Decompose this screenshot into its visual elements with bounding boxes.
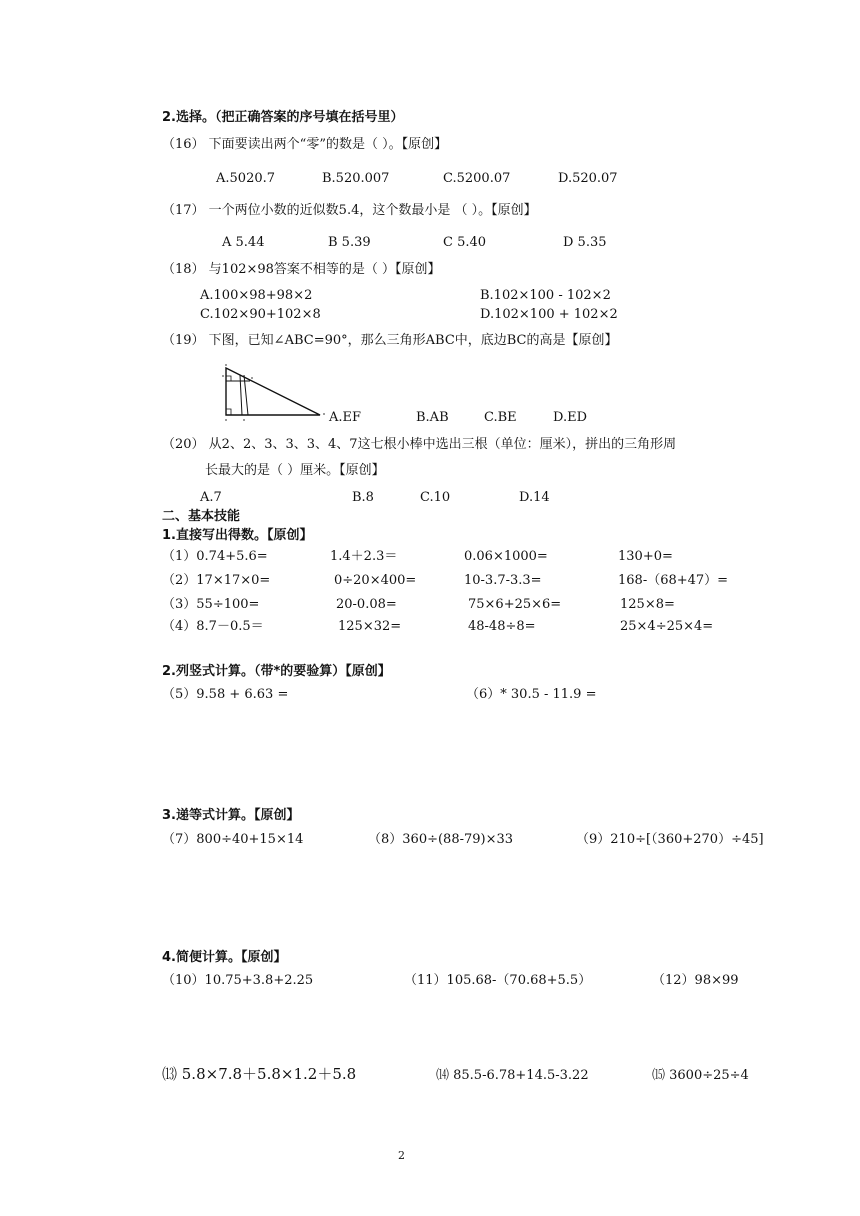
direct-cell-4-3: 48-48÷8=	[468, 619, 536, 634]
direct-cell-2-3: 10-3.7-3.3=	[464, 573, 542, 588]
q20-option-d: D.14	[519, 490, 550, 505]
stepwise-item-7: （7）800÷40+15×14	[162, 832, 304, 847]
simplify-item-13: ⒀ 5.8×7.8＋5.8×1.2＋5.8	[162, 1065, 357, 1083]
q19-option-a: A.EF	[329, 410, 362, 425]
direct-cell-3-4: 125×8=	[620, 597, 675, 612]
q16-stem: （16） 下面要读出两个“零”的数是（ ）。【原创】	[162, 137, 448, 152]
section2-heading: 二、基本技能	[162, 509, 241, 524]
q16-option-d: D.520.07	[558, 171, 618, 186]
simplify-heading: 4.简便计算。【原创】	[162, 950, 287, 965]
q17-option-b: B 5.39	[328, 235, 371, 250]
simplify-item-11: （11）105.68-（70.68+5.5）	[404, 973, 592, 988]
direct-cell-4-4: 25×4÷25×4=	[620, 619, 714, 634]
vertical-heading: 2.列竖式计算。（带*的要验算）【原创】	[162, 664, 391, 679]
direct-cell-3-1: （3）55÷100=	[162, 597, 260, 612]
q19-stem: （19） 下图，已知∠ABC=90°，那么三角形ABC中，底边BC的高是【原创】	[162, 333, 618, 348]
choice-heading: 2.选择。（把正确答案的序号填在括号里）	[162, 110, 404, 125]
simplify-item-10: （10）10.75+3.8+2.25	[162, 973, 314, 988]
direct-cell-4-1: （4）8.7－0.5＝	[162, 619, 264, 634]
q18-stem: （18） 与102×98答案不相等的是（ ）【原创】	[162, 262, 441, 277]
direct-cell-2-1: （2）17×17×0=	[162, 573, 271, 588]
stepwise-item-8: （8）360÷(88-79)×33	[368, 832, 514, 847]
q18-option-d: D.102×100 + 102×2	[480, 307, 618, 322]
direct-cell-1-1: （1）0.74+5.6=	[162, 549, 268, 564]
stepwise-item-9: （9）210÷[（360+270）÷45]	[576, 832, 764, 847]
direct-cell-2-2: 0÷20×400=	[334, 573, 417, 588]
direct-cell-1-2: 1.4＋2.3＝	[330, 549, 398, 564]
simplify-item-15: ⒂ 3600÷25÷4	[652, 1068, 749, 1083]
q18-option-c: C.102×90+102×8	[200, 307, 321, 322]
q19-option-c: C.BE	[484, 410, 517, 425]
simplify-item-12: （12）98×99	[652, 973, 739, 988]
vertical-item-5: （5）9.58 + 6.63 =	[162, 687, 289, 702]
direct-cell-2-4: 168-（68+47）=	[618, 573, 729, 588]
q17-option-a: A 5.44	[222, 235, 265, 250]
q17-option-d: D 5.35	[563, 235, 607, 250]
direct-cell-4-2: 125×32=	[338, 619, 402, 634]
q18-option-a: A.100×98+98×2	[200, 288, 313, 303]
vertical-item-6: （6）* 30.5 - 11.9 =	[466, 687, 597, 702]
triangle-figure	[216, 362, 328, 424]
q20-option-a: A.7	[200, 490, 222, 505]
q20-option-c: C.10	[420, 490, 451, 505]
q16-option-a: A.5020.7	[216, 171, 276, 186]
stepwise-heading: 3.递等式计算。【原创】	[162, 808, 300, 823]
q20-stem-line2: 长最大的是（ ）厘米。【原创】	[205, 463, 385, 478]
direct-cell-3-3: 75×6+25×6=	[468, 597, 562, 612]
direct-cell-1-3: 0.06×1000=	[464, 549, 548, 564]
q20-option-b: B.8	[352, 490, 374, 505]
q17-stem: （17） 一个两位小数的近似数5.4，这个数最小是 （ ）。【原创】	[162, 203, 537, 218]
q16-option-c: C.5200.07	[443, 171, 511, 186]
direct-cell-1-4: 130+0=	[618, 549, 673, 564]
direct-cell-3-2: 20-0.08=	[336, 597, 397, 612]
page-number: 2	[398, 1149, 405, 1162]
direct-heading: 1.直接写出得数。【原创】	[162, 528, 313, 543]
q20-stem-line1: （20） 从2、2、3、3、3、4、7这七根小棒中选出三根（单位：厘米），拼出的三角形周	[162, 437, 677, 452]
q17-option-c: C 5.40	[443, 235, 487, 250]
q18-option-b: B.102×100 - 102×2	[480, 288, 611, 303]
q19-option-b: B.AB	[416, 410, 449, 425]
q16-option-b: B.520.007	[322, 171, 390, 186]
simplify-item-14: ⒁ 85.5-6.78+14.5-3.22	[436, 1068, 589, 1083]
q19-option-d: D.ED	[553, 410, 588, 425]
